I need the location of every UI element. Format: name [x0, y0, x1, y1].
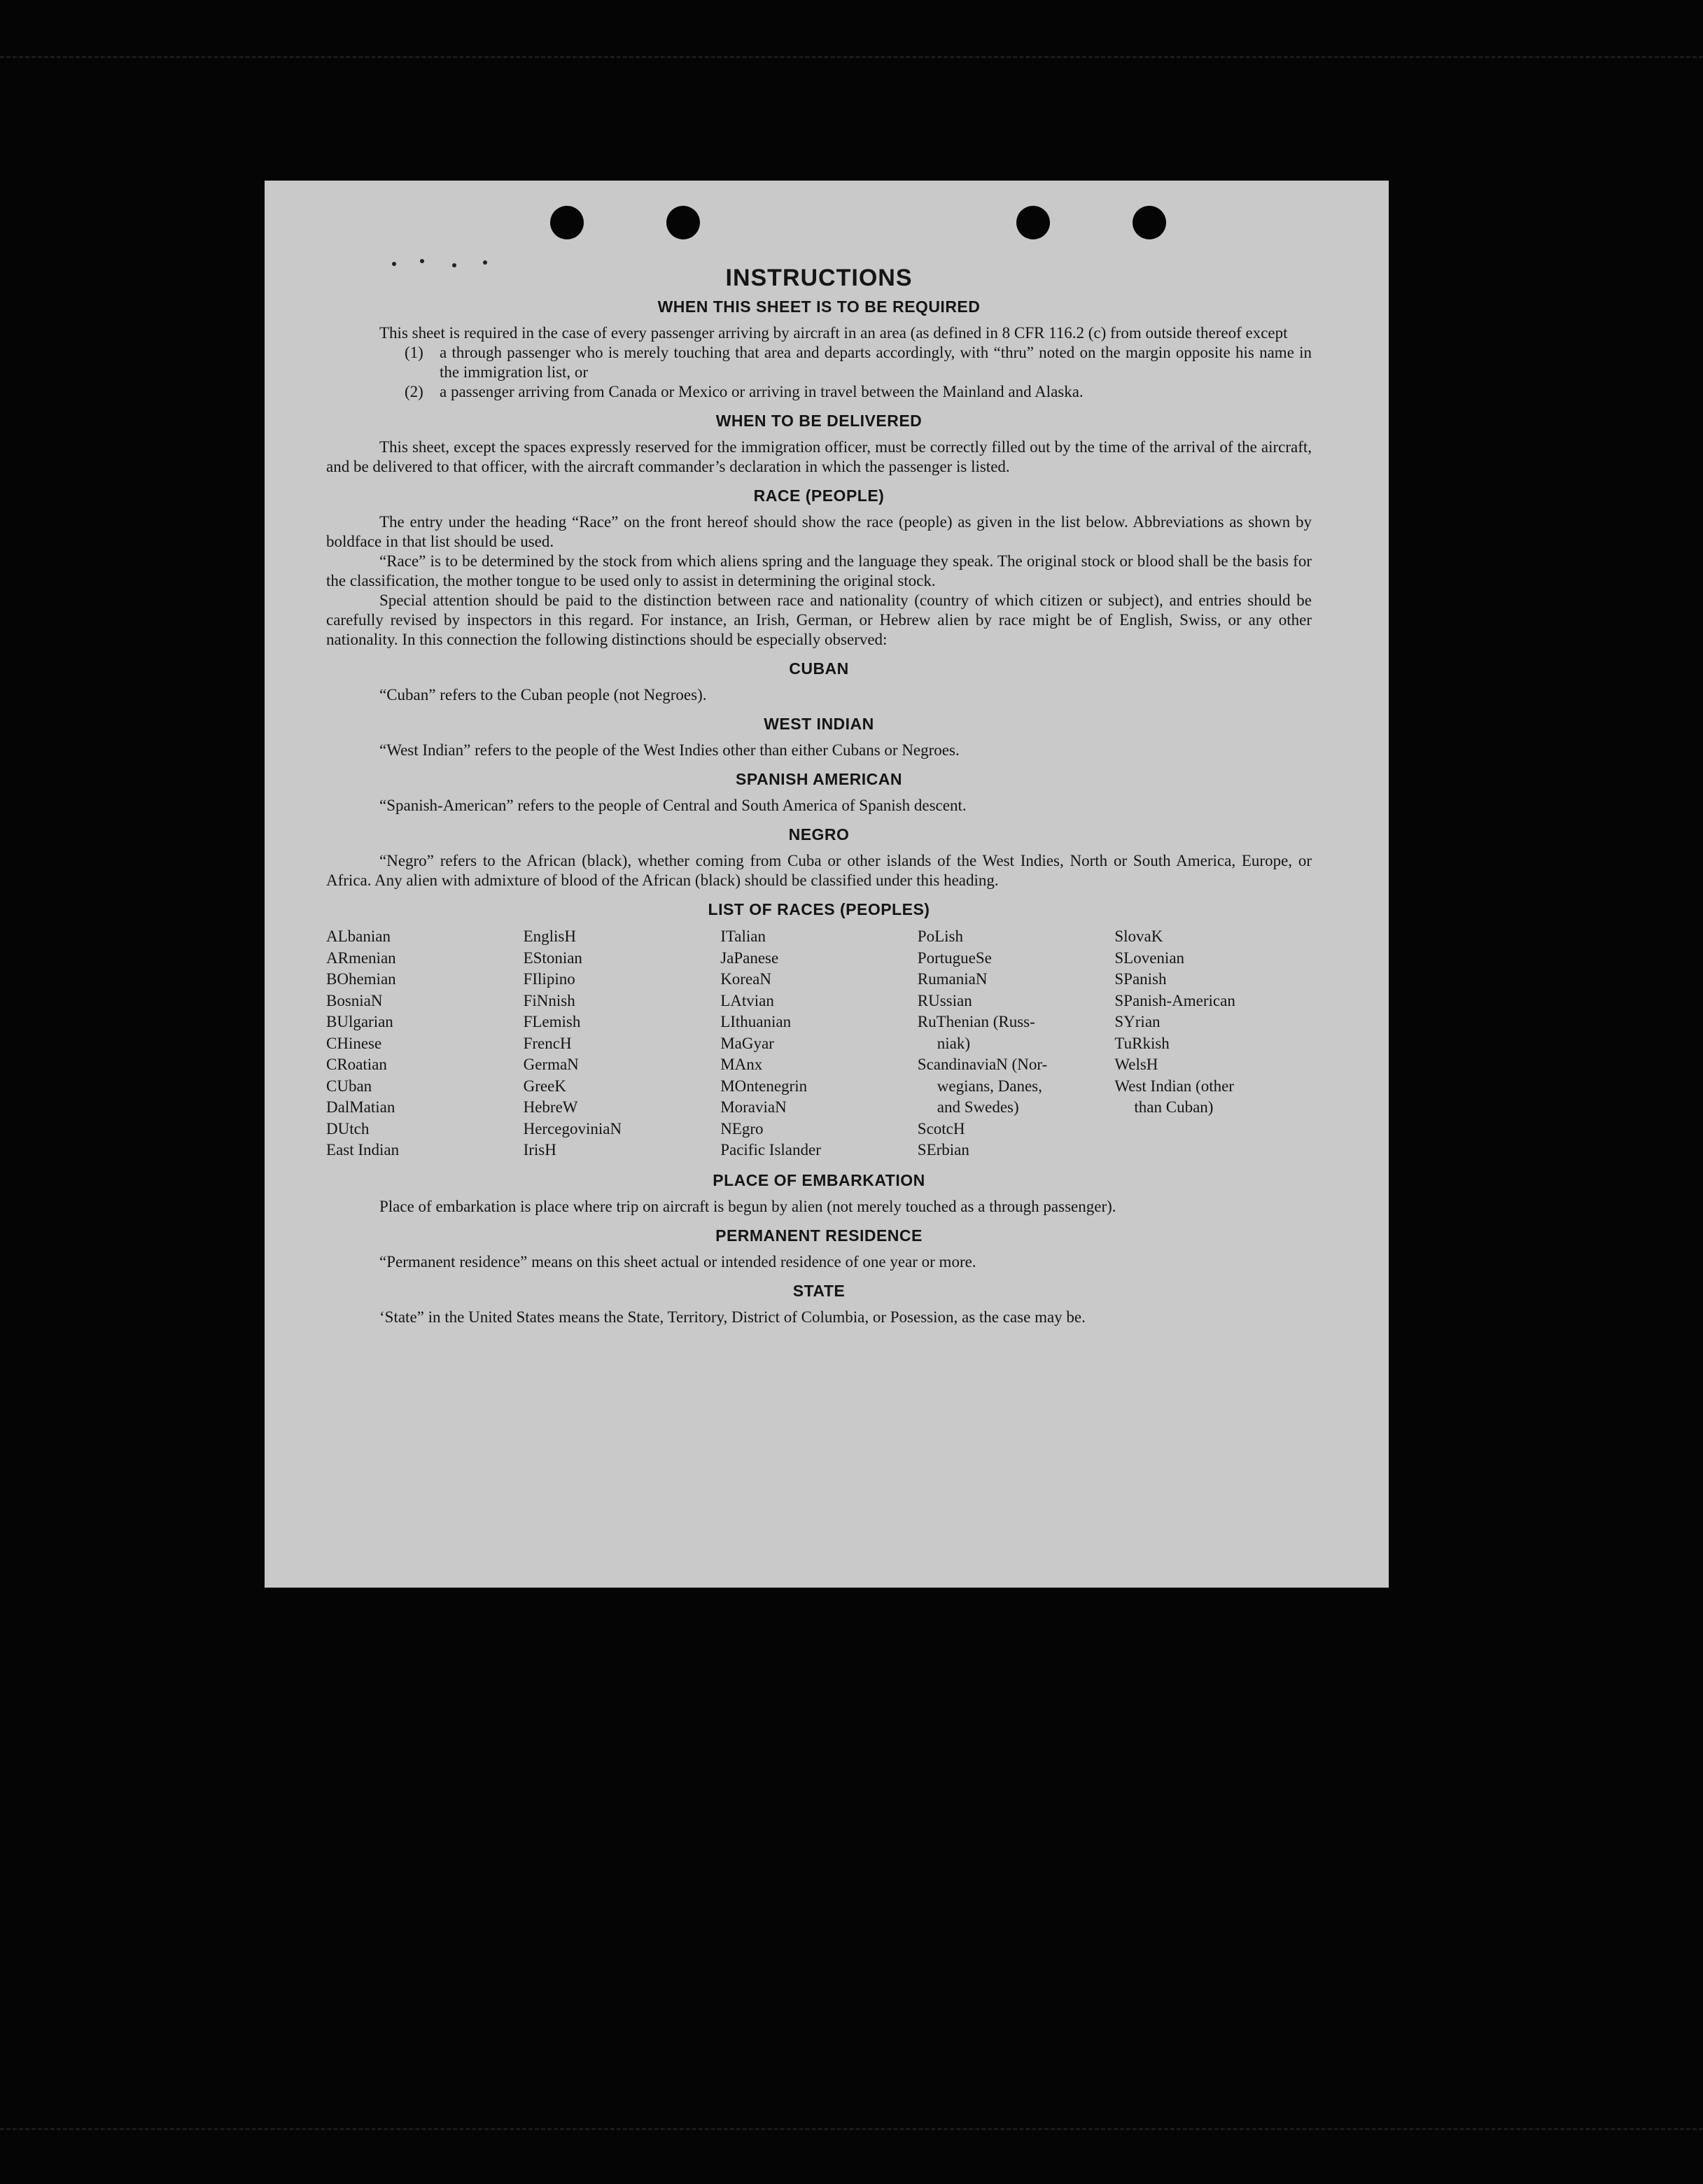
para-race-1: The entry under the heading “Race” on the front hereof should show the race (people) as given in the list below. Abbreviations as shown by boldface in that list should be used.	[326, 513, 1312, 550]
para-spanish-american: “Spanish-American” refers to the people of Central and South America of Spanish descent.	[379, 797, 967, 814]
races-column-3	[720, 926, 918, 1161]
race-entry: RumaniaN	[917, 970, 988, 988]
exception-item-2-number: (2)	[405, 383, 423, 400]
para-race-2: “Race” is to be determined by the stock from which aliens spring and the language they speak. The original stock or blood shall be the basis for the classification, the mother tongue to be used only to assist in determining the original stock.	[326, 552, 1312, 589]
heading-list-of-races: LIST OF RACES (PEOPLES)	[708, 900, 930, 918]
races-column-5	[1114, 926, 1312, 1161]
punch-hole	[1133, 206, 1166, 239]
heading-race: RACE (PEOPLE)	[753, 486, 885, 505]
race-entry: PoLish	[917, 927, 963, 945]
race-entry: West Indian (other	[1114, 1077, 1234, 1095]
heading-permanent-residence: PERMANENT RESIDENCE	[715, 1226, 923, 1245]
race-entry: SPanish	[1114, 970, 1167, 988]
speck	[392, 262, 396, 266]
race-entry: MOntenegrin	[720, 1077, 808, 1095]
race-entry: GreeK	[523, 1077, 566, 1095]
race-entry: niak)	[937, 1034, 971, 1052]
race-entry: SErbian	[917, 1141, 969, 1158]
race-entry: NEgro	[720, 1119, 764, 1138]
heading-negro: NEGRO	[788, 825, 850, 844]
race-entry: MoraviaN	[720, 1098, 787, 1116]
page-title: INSTRUCTIONS	[725, 265, 913, 291]
race-entry: ALbanian	[326, 927, 391, 945]
race-entry: and Swedes)	[937, 1098, 1019, 1116]
heading-when-delivered: WHEN TO BE DELIVERED	[715, 412, 923, 430]
race-entry: FiNnish	[523, 991, 575, 1009]
para-west-indian: “West Indian” refers to the people of the West Indies other than either Cubans or Negroes.	[379, 741, 960, 759]
race-entry: MaGyar	[720, 1034, 774, 1052]
races-column-2	[524, 926, 721, 1161]
race-entry: HebreW	[523, 1098, 578, 1116]
race-entry: SPanish-American	[1114, 991, 1235, 1009]
race-entry: HercegoviniaN	[523, 1119, 622, 1138]
race-entry: CRoatian	[326, 1056, 387, 1073]
speck	[420, 259, 424, 263]
race-entry: RuThenian (Russ-	[917, 1013, 1035, 1030]
race-entry: FIlipino	[523, 970, 575, 988]
race-entry: RUssian	[917, 991, 972, 1009]
para-cuban: “Cuban” refers to the Cuban people (not Negroes).	[379, 686, 707, 704]
para-embarkation: Place of embarkation is place where trip on aircraft is begun by alien (not merely touched as a through passenger).	[379, 1197, 1116, 1215]
race-entry: WelsH	[1114, 1056, 1158, 1073]
punch-hole	[666, 206, 700, 239]
race-entry: CHinese	[326, 1034, 382, 1052]
exception-item-2	[405, 382, 1312, 402]
para-when-delivered: This sheet, except the spaces expressly reserved for the immigration officer, must be correctly filled out by the time of the arrival of the aircraft, and be delivered to that officer, with the aircraft commander’s declaration in which the passenger is listed.	[326, 438, 1312, 475]
race-entry: SLovenian	[1114, 948, 1185, 967]
punch-hole	[550, 206, 584, 239]
race-entry: ScotcH	[917, 1119, 965, 1138]
para-negro: “Negro” refers to the African (black), whether coming from Cuba or other islands of the West Indies, North or South America, Europe, or Africa. Any alien with admixture of blood of the African (black) should be classified under this heading.	[326, 852, 1312, 889]
race-entry: CUban	[326, 1077, 372, 1095]
para-permanent-residence: “Permanent residence” means on this sheet actual or intended residence of one year or more.	[379, 1252, 976, 1270]
exception-item-1-text: a through passenger who is merely touching that area and departs accordingly, with “thru” noted on the margin opposite his name in the immigration list, or	[440, 344, 1312, 381]
race-entry: MAnx	[720, 1056, 763, 1073]
races-column-4	[918, 926, 1115, 1161]
exception-item-2-text: a passenger arriving from Canada or Mexico or arriving in travel between the Mainland and Alaska.	[440, 383, 1084, 400]
film-edge-bottom	[0, 2128, 1703, 2130]
race-entry: than Cuban)	[1134, 1098, 1214, 1116]
race-entry: IrisH	[523, 1141, 556, 1158]
race-entry: SlovaK	[1114, 927, 1163, 945]
race-entry: LIthuanian	[720, 1013, 792, 1030]
exception-item-1-number: (1)	[405, 344, 423, 361]
heading-embarkation: PLACE OF EMBARKATION	[713, 1170, 925, 1189]
race-entry: KoreaN	[720, 970, 771, 988]
race-entry: PortugueSe	[917, 948, 992, 967]
heading-state: STATE	[792, 1281, 846, 1300]
race-entry: BUlgarian	[326, 1013, 393, 1030]
para-race-3: Special attention should be paid to the distinction between race and nationality (country of which citizen or subject), and entries should be carefully revised by inspectors in this regard. For instance, an Irish, German, or Hebrew alien by race might be of English, Swiss, or any other nationality. In this connection the following distinctions should be especially observed:	[326, 592, 1312, 648]
punch-hole	[1016, 206, 1050, 239]
race-entry: EStonian	[523, 948, 582, 967]
race-entry: LAtvian	[720, 991, 774, 1009]
race-entry: FLemish	[523, 1013, 581, 1030]
race-entry: Pacific Islander	[720, 1141, 821, 1158]
race-entry: SYrian	[1114, 1013, 1161, 1030]
race-entry: wegians, Danes,	[937, 1077, 1042, 1095]
race-entry: DUtch	[326, 1119, 370, 1138]
race-entry: ARmenian	[326, 948, 396, 967]
race-entry: GermaN	[523, 1056, 579, 1073]
race-entry: TuRkish	[1114, 1034, 1170, 1052]
exception-item-1	[405, 343, 1312, 382]
race-entry: East Indian	[326, 1141, 400, 1158]
heading-cuban: CUBAN	[789, 659, 849, 678]
race-entry: JaPanese	[720, 948, 779, 967]
instruction-sheet	[265, 181, 1389, 1588]
race-entry: BosniaN	[326, 991, 383, 1009]
races-column-1	[326, 926, 524, 1161]
speck	[452, 263, 456, 267]
heading-when-required: WHEN THIS SHEET IS TO BE REQUIRED	[657, 298, 981, 316]
races-list	[326, 926, 1312, 1161]
race-entry: DalMatian	[326, 1098, 395, 1116]
heading-west-indian: WEST INDIAN	[764, 715, 874, 733]
para-state: ‘State” in the United States means the State, Territory, District of Columbia, or Posession, as the case may be.	[379, 1308, 1086, 1326]
film-edge-top	[0, 56, 1703, 58]
race-entry: ITalian	[720, 927, 766, 945]
speck	[483, 260, 487, 265]
race-entry: EnglisH	[523, 927, 576, 945]
heading-spanish-american: SPANISH AMERICAN	[735, 770, 902, 788]
para-when-required: This sheet is required in the case of every passenger arriving by aircraft in an area (as defined in 8 CFR 116.2 (c) from outside thereof except	[379, 324, 1288, 342]
race-entry: FrencH	[523, 1034, 572, 1052]
race-entry: ScandinaviaN (Nor-	[917, 1056, 1048, 1073]
race-entry: BOhemian	[326, 970, 396, 988]
